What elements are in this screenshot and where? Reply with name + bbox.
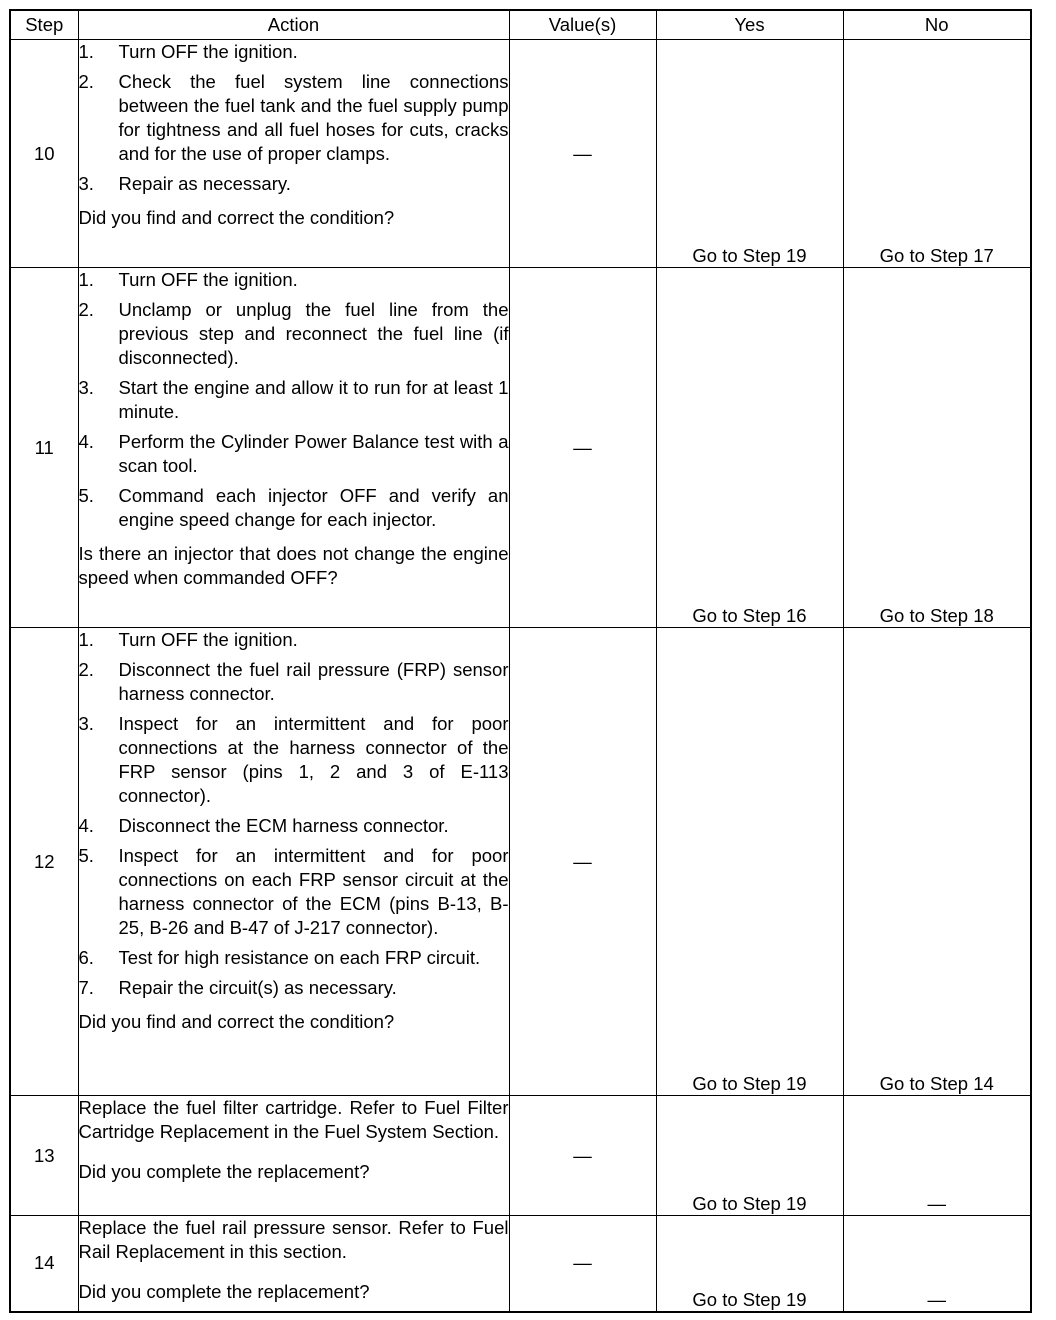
list-item: 1. Turn OFF the ignition. <box>78 269 298 290</box>
question-text: Did you complete the replacement? <box>78 1161 370 1182</box>
action-cell <box>78 40 509 268</box>
list-item: 2. Check the fuel system line connections between the fuel tank and the fuel supply pump for tightness and all fuel hoses for cuts, cracks and for the use of proper clamps. <box>78 71 509 164</box>
step-number: 12 <box>10 628 78 1096</box>
list-item: 6. Test for high resistance on each FRP circuit. <box>78 947 481 968</box>
list-item: 3. Inspect for an intermittent and for poor connections at the harness connector of the FRP sensor (pins 1, 2 and 3 of E-113 connector). <box>78 713 509 806</box>
table-row <box>10 628 1031 1096</box>
yes-cell: Go to Step 19 <box>656 628 843 1096</box>
no-cell: Go to Step 14 <box>843 628 1031 1096</box>
no-cell: Go to Step 18 <box>843 268 1031 628</box>
value-cell: — <box>509 40 656 268</box>
header-action: Action <box>78 10 509 40</box>
yes-cell: Go to Step 19 <box>656 1216 843 1312</box>
diagnostic-table <box>9 9 1032 1313</box>
action-steps <box>79 40 509 196</box>
step-number: 10 <box>10 40 78 268</box>
value-cell: — <box>509 268 656 628</box>
action-text: Replace the fuel rail pressure sensor. Refer to Fuel Rail Replacement in this section. <box>78 1217 509 1262</box>
header-yes: Yes <box>656 10 843 40</box>
list-item: 1. Turn OFF the ignition. <box>78 41 298 62</box>
action-steps <box>79 268 509 532</box>
list-item: 5. Inspect for an intermittent and for poor connections on each FRP sensor circuit at the harness connector of the ECM (pins B-13, B-25, B-26 and B-47 of J-217 connector). <box>78 845 509 938</box>
list-item: 1. Turn OFF the ignition. <box>78 629 298 650</box>
header-row <box>10 10 1031 40</box>
question-text: Did you find and correct the condition? <box>78 207 395 228</box>
yes-cell: Go to Step 19 <box>656 1096 843 1216</box>
table-row <box>10 1096 1031 1216</box>
header-values: Value(s) <box>509 10 656 40</box>
step-number: 14 <box>10 1216 78 1312</box>
action-cell <box>78 628 509 1096</box>
question-text: Is there an injector that does not change the engine speed when commanded OFF? <box>78 543 509 588</box>
list-item: 7. Repair the circuit(s) as necessary. <box>78 977 397 998</box>
list-item: 3. Start the engine and allow it to run for at least 1 minute. <box>78 377 509 422</box>
no-cell: Go to Step 17 <box>843 40 1031 268</box>
action-cell <box>78 268 509 628</box>
value-cell: — <box>509 1096 656 1216</box>
step-number: 13 <box>10 1096 78 1216</box>
header-no: No <box>843 10 1031 40</box>
value-cell: — <box>509 628 656 1096</box>
list-item: 2. Unclamp or unplug the fuel line from the previous step and reconnect the fuel line (if disconnected). <box>78 299 509 368</box>
table-row <box>10 1216 1031 1312</box>
question-text: Did you complete the replacement? <box>78 1281 370 1302</box>
yes-cell: Go to Step 19 <box>656 40 843 268</box>
header-step: Step <box>10 10 78 40</box>
step-number: 11 <box>10 268 78 628</box>
table-row <box>10 268 1031 628</box>
action-cell <box>78 1216 509 1312</box>
no-cell: — <box>843 1096 1031 1216</box>
table-row <box>10 40 1031 268</box>
list-item: 3. Repair as necessary. <box>78 173 291 194</box>
list-item: 4. Perform the Cylinder Power Balance test with a scan tool. <box>78 431 509 476</box>
value-cell: — <box>509 1216 656 1312</box>
yes-cell: Go to Step 16 <box>656 268 843 628</box>
question-text: Did you find and correct the condition? <box>78 1011 395 1032</box>
action-text: Replace the fuel filter cartridge. Refer to Fuel Filter Cartridge Replacement in the Fuel System Section. <box>78 1097 509 1142</box>
action-steps <box>79 628 509 1000</box>
list-item: 4. Disconnect the ECM harness connector. <box>78 815 449 836</box>
no-cell: — <box>843 1216 1031 1312</box>
action-cell <box>78 1096 509 1216</box>
list-item: 5. Command each injector OFF and verify an engine speed change for each injector. <box>78 485 509 530</box>
list-item: 2. Disconnect the fuel rail pressure (FRP) sensor harness connector. <box>78 659 509 704</box>
